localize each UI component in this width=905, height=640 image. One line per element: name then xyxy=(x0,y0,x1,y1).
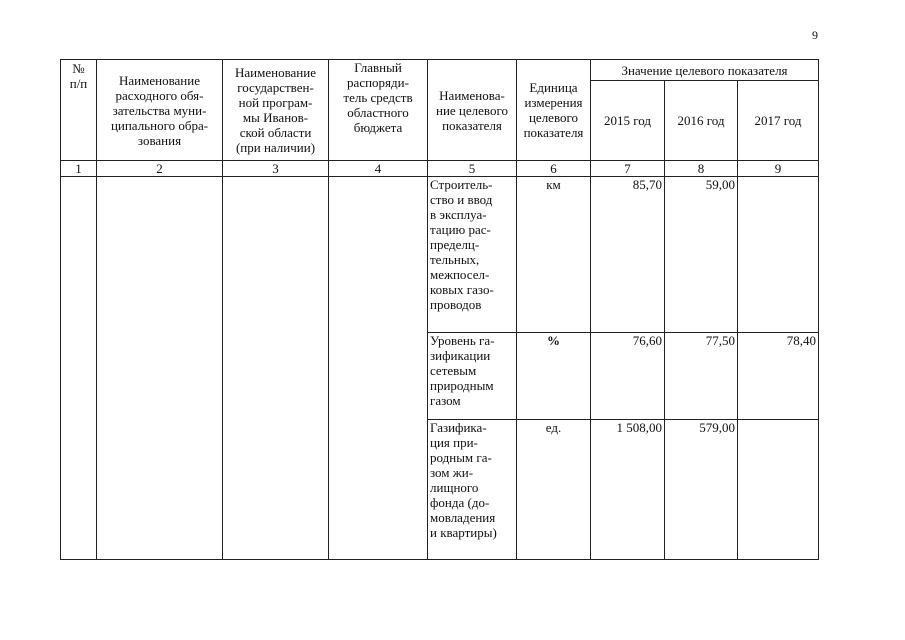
unit-cell: ед. xyxy=(517,420,591,560)
column-number: 4 xyxy=(329,161,428,177)
column-number-row xyxy=(61,161,819,177)
column-number: 3 xyxy=(223,161,329,177)
value-2015-cell: 76,60 xyxy=(591,333,665,420)
column-number: 2 xyxy=(97,161,223,177)
indicator-name-cell: Уровень га- зификации сетевым природным газом xyxy=(428,333,517,420)
header-year-2017: 2017 год xyxy=(738,81,819,161)
header-row-number: № п/п xyxy=(61,60,97,161)
value-2016-cell: 579,00 xyxy=(665,420,738,560)
header-budget-manager: Главный распоряди- тель средств областного бюджета xyxy=(329,60,428,161)
value-2017-cell xyxy=(738,420,819,560)
value-2017-cell: 78,40 xyxy=(738,333,819,420)
value-2016-cell: 77,50 xyxy=(665,333,738,420)
indicator-name-cell: Строитель- ство и ввод в эксплуа- тацию рас- пределц- тельных, межпосел- ковых газо- проводов xyxy=(428,177,517,333)
column-number: 9 xyxy=(738,161,819,177)
unit-cell: % xyxy=(517,333,591,420)
expenditure-obligation-cell xyxy=(97,177,223,560)
state-program-cell xyxy=(223,177,329,560)
value-2017-cell xyxy=(738,177,819,333)
header-target-value-group: Значение целевого показателя xyxy=(591,60,819,81)
column-number: 8 xyxy=(665,161,738,177)
value-2015-cell: 85,70 xyxy=(591,177,665,333)
page-number: 9 xyxy=(812,28,818,42)
column-number: 7 xyxy=(591,161,665,177)
header-unit: Единица измерения целевого показателя xyxy=(517,60,591,161)
value-2016-cell: 59,00 xyxy=(665,177,738,333)
value-2015-cell: 1 508,00 xyxy=(591,420,665,560)
unit-cell: км xyxy=(517,177,591,333)
column-number: 5 xyxy=(428,161,517,177)
column-number: 6 xyxy=(517,161,591,177)
header-year-2015: 2015 год xyxy=(591,81,665,161)
budget-manager-cell xyxy=(329,177,428,560)
header-expenditure-obligation: Наименование расходного обя- зательства муни- ципального обра- зования xyxy=(97,60,223,161)
target-indicators-table xyxy=(60,59,819,560)
table-row xyxy=(61,177,819,333)
header-state-program: Наименование государствен- ной програм- мы Иванов- ской области (при наличии) xyxy=(223,60,329,161)
indicator-name-cell: Газифика- ция при- родным га- зом жи- лищного фонда (до- мовладения и квартиры) xyxy=(428,420,517,560)
header-year-2016: 2016 год xyxy=(665,81,738,161)
header-indicator-name: Наименова- ние целевого показателя xyxy=(428,60,517,161)
column-number: 1 xyxy=(61,161,97,177)
row-number-cell xyxy=(61,177,97,560)
